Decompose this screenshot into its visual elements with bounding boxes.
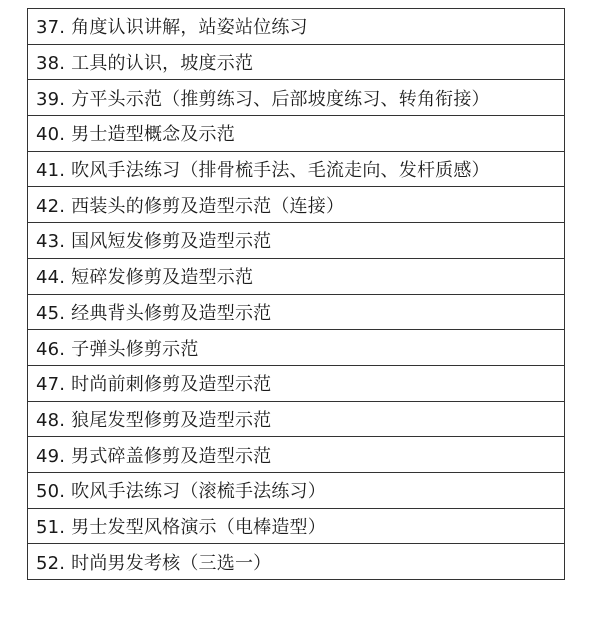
course-list-table — [27, 8, 565, 580]
list-item: 48. 狼尾发型修剪及造型示范 — [28, 402, 564, 438]
list-item: 43. 国风短发修剪及造型示范 — [28, 223, 564, 259]
list-item: 45. 经典背头修剪及造型示范 — [28, 295, 564, 331]
list-item: 46. 子弹头修剪示范 — [28, 330, 564, 366]
list-item: 41. 吹风手法练习（排骨梳手法、毛流走向、发杆质感） — [28, 152, 564, 188]
list-item: 42. 西装头的修剪及造型示范（连接） — [28, 187, 564, 223]
list-item: 51. 男士发型风格演示（电棒造型） — [28, 509, 564, 545]
list-item: 50. 吹风手法练习（滚梳手法练习） — [28, 473, 564, 509]
list-item: 44. 短碎发修剪及造型示范 — [28, 259, 564, 295]
list-item: 52. 时尚男发考核（三选一） — [28, 544, 564, 580]
list-item: 47. 时尚前刺修剪及造型示范 — [28, 366, 564, 402]
list-item: 39. 方平头示范（推剪练习、后部坡度练习、转角衔接） — [28, 80, 564, 116]
list-item: 49. 男式碎盖修剪及造型示范 — [28, 437, 564, 473]
list-item: 37. 角度认识讲解，站姿站位练习 — [28, 9, 564, 45]
list-item: 38. 工具的认识，坡度示范 — [28, 45, 564, 81]
list-item: 40. 男士造型概念及示范 — [28, 116, 564, 152]
